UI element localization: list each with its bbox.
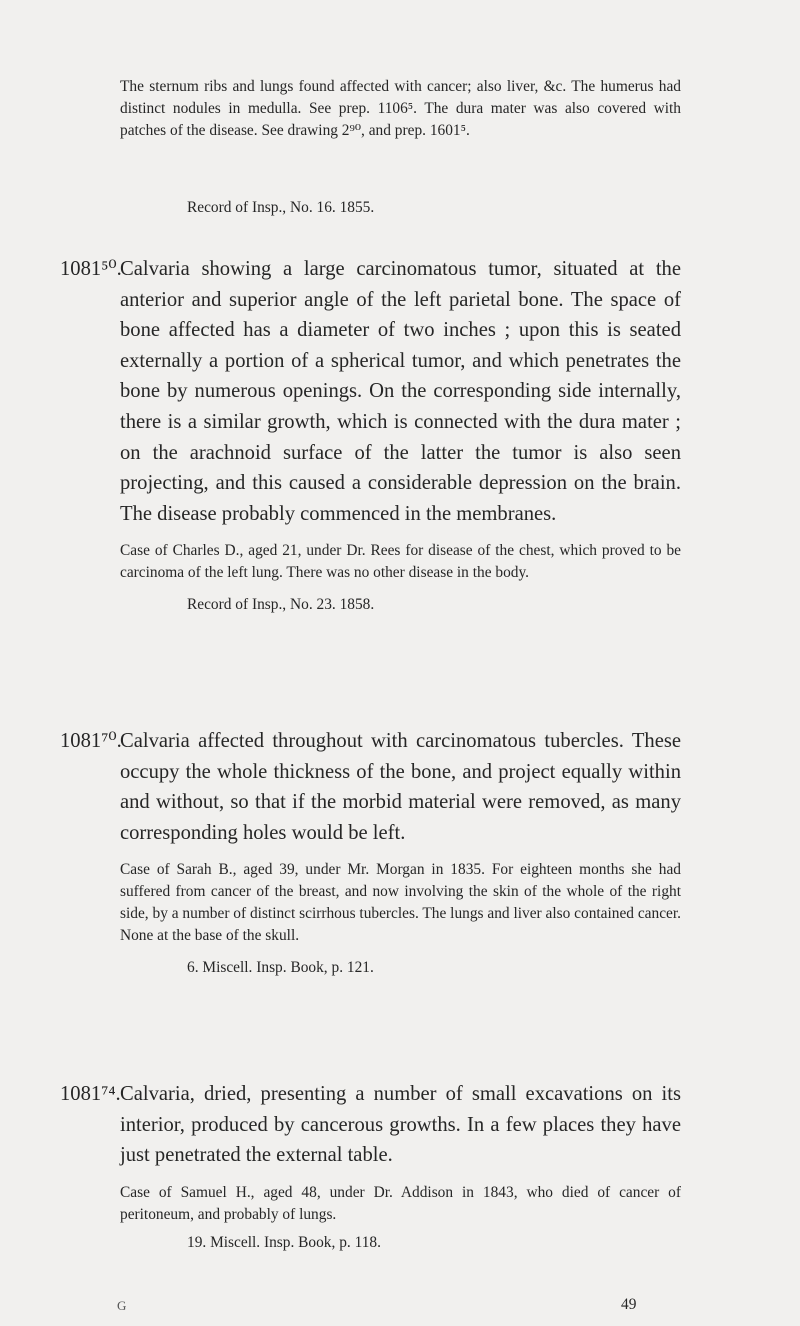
- entry-reference: 19. Miscell. Insp. Book, p. 118.: [187, 1233, 381, 1251]
- entry-number: 1081⁷⁴.: [60, 1083, 121, 1105]
- entry-number: 1081⁵⁰.: [60, 258, 122, 280]
- entry-description: Calvaria showing a large carcinomatous tumor, situated at the anterior and superior angle of the left parietal bone. The space of bone affected has a diameter of two inches ; upon this is seated externally a portion of a spherical tumor, and which penetrates the bone by numerous openings. On the corresponding side internally, there is a similar growth, which is connected with the dura mater ; on the arachnoid surface of the latter the tumor is also seen projecting, and this caused a considerable depression on the brain. The disease probably commenced in the membranes.: [120, 258, 681, 525]
- entry-reference: 6. Miscell. Insp. Book, p. 121.: [187, 959, 374, 977]
- entry-description: Calvaria, dried, presenting a number of small excavations on its interior, produced by cancerous growths. In a few places they have just penetrated the external table.: [120, 1083, 681, 1167]
- signature-mark: G: [117, 1298, 127, 1313]
- entry-number: 1081⁷⁰.: [60, 730, 122, 752]
- catalogue-entry-1081-70: [60, 726, 681, 979]
- entry-case-history: Case of Charles D., aged 21, under Dr. Rees for disease of the chest, which proved to be carcinoma of the left lung. There was no other disease in the body.: [120, 542, 681, 582]
- carryover-paragraph: The sternum ribs and lungs found affected with cancer; also liver, &c. The humerus had distinct nodules in medulla. See prep. 1106⁵. The dura mater was also covered with patches of the disease. See drawing 2⁹⁰, and prep. 1601⁵.: [120, 78, 681, 139]
- carryover-record-reference: Record of Insp., No. 16. 1855.: [187, 199, 375, 216]
- page-number: 49: [621, 1296, 637, 1313]
- catalogue-entry-1081-50: [60, 254, 681, 616]
- entry-reference: Record of Insp., No. 23. 1858.: [187, 596, 375, 614]
- entry-case-history: Case of Sarah B., aged 39, under Mr. Morgan in 1835. For eighteen months she had suffered from cancer of the breast, and now involving the skin of the whole of the right side, by a number of distinct scirrhous tubercles. The lungs and liver also contained cancer. None at the base of the skull.: [120, 861, 681, 945]
- entry-description: Calvaria affected throughout with carcinomatous tubercles. These occupy the whole thickness of the bone, and project equally within and without, so that if the morbid material were removed, as many corresponding holes would be left.: [120, 730, 681, 844]
- catalogue-entry-1081-74: [60, 1079, 681, 1254]
- entry-case-history: Case of Samuel H., aged 48, under Dr. Addison in 1843, who died of cancer of peritoneum, and probably of lungs.: [120, 1183, 681, 1223]
